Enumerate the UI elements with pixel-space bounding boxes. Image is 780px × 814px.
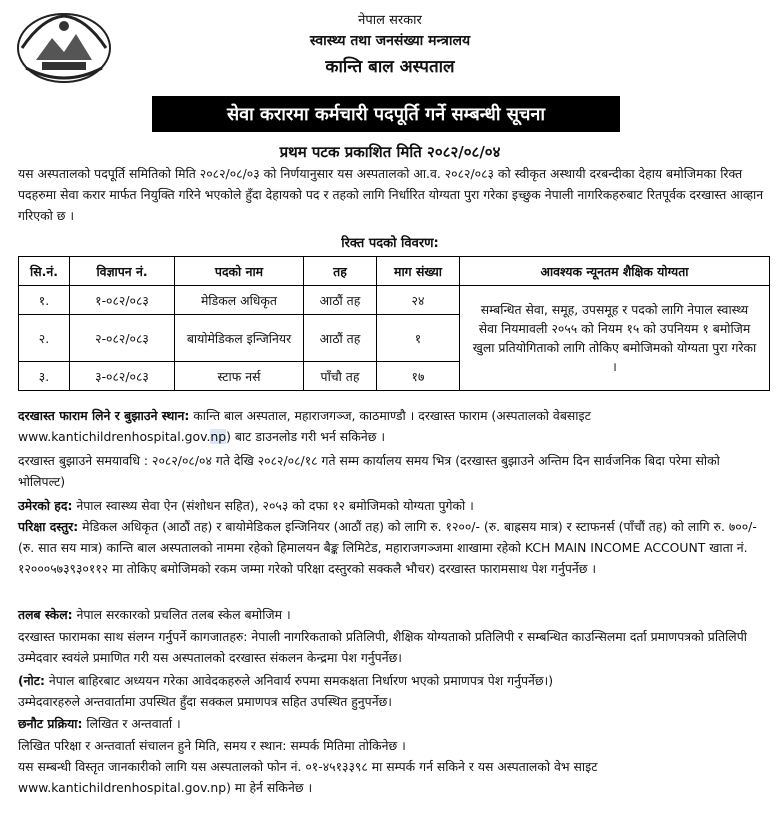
exam-schedule-text: लिखित परिक्षा र अन्तवार्ता संचालन हुने मिति, समय र स्थान: सम्पर्क मितिमा तोकिनेछ । [18,738,406,753]
table-title: रिक्त पदको विवरण: [341,236,439,251]
col-sn: सि.नं. [19,257,70,286]
fee-section [18,516,770,579]
cell-sn: २. [19,315,70,362]
table-header-row [19,257,770,286]
col-qualification: आवश्यक न्यूनतम शैक्षिक योग्यता [460,257,770,286]
fee-label: परिक्षा दस्तुर: [18,519,79,534]
fee-text: मेडिकल अधिकृत (आठौं तह) र बायोमेडिकल इन्जिनियर (आठौं तह) को लागि रु. १२००/- (रु. बाह्रसय मात्र) र स्टाफनर्स (पाँचौं तह) को लागि रु. ७००/- (रु. सात सय मात्र) कान्ति बाल अस्पतालको नाममा रहेको हिमालयन बैङ्क लिमिटेड, महाराजगञ्जमा शाखामा रहेको KCH MAIN INCOME ACCOUNT खाता नं. १२०००५७३९३०११२ मा तोकिए बमोजिमको रकम जम्मा गरेको परिक्षा दस्तुरको सक्कलै भौचर) दरखास्त फारामसाथ पेश गर्नुपर्नेछ । [18,519,757,576]
form-location-label: दरखास्त फाराम लिने र बुझाउने स्थान: [18,408,190,423]
note-section [18,670,770,691]
cell-count: २४ [377,286,460,315]
website-link[interactable]: np [210,429,227,444]
published-date: प्रथम पटक प्रकाशित मिति २०८२/०८/०४ [279,143,501,161]
cell-count: १ [377,315,460,362]
table-row [19,286,770,315]
cell-count: १७ [377,362,460,391]
notice-title: सेवा करारमा कर्मचारी पदपूर्ति गर्ने सम्बन्धी सूचना [152,96,620,132]
salary-text: नेपाल सरकारको प्रचलित तलब स्केल बमोजिम । [72,607,291,622]
cell-sn: १. [19,286,70,315]
cell-post: मेडिकल अधिकृत [175,286,304,315]
hospital-name: कान्ति बाल अस्पताल [325,57,455,77]
note-text: नेपाल बाहिरबाट अध्ययन गरेका आवेदकहरुले अनिवार्य रुपमा समकक्षता निर्धारण भएको प्रमाणपत्र पेश गर्नुपर्नेछ।) [44,673,554,688]
cell-sn: ३. [19,362,70,391]
cell-ad-no: २-०८२/०८३ [70,315,175,362]
col-level: तह [304,257,377,286]
cell-post: स्टाफ नर्स [175,362,304,391]
selection-section [18,713,770,734]
government-name: नेपाल सरकार [358,13,422,28]
cell-ad-no: ३-०८२/०८३ [70,362,175,391]
note-label: (नोट: [18,673,45,688]
selection-label: छनौट प्रक्रिया: [18,716,83,731]
form-location-text-b: ) बाट डाउनलोड गरी भर्न सकिनेछ । [226,429,386,444]
intro-paragraph: यस अस्पतालको पदपूर्ति समितिको मिति २०८२/०८/०३ को निर्णयानुसार यस अस्पतालको आ.व. २०८२/०८३ को स्वीकृत अस्थायी दरबन्दीका देहाय बमोजिमका रिक्त पदहरुमा सेवा करार मार्फत नियुक्ति गरिने भएकोले हुँदा देहायको पद र तहको लागि निर्धारित योग्यता पुरा गरेका इच्छुक नेपाली नागरिकहरुबाट रितपूर्वक दरखास्त आव्हान गरिएको छ । [18,166,764,223]
col-post: पदको नाम [175,257,304,286]
age-section [18,495,770,516]
col-count: माग संख्या [377,257,460,286]
cell-ad-no: १-०८२/०८३ [70,286,175,315]
salary-section [18,604,770,625]
form-location-section [18,405,770,447]
form-location-text-a: कान्ति बाल अस्पताल, महाराजगञ्ज, काठमाण्डौ । दरखास्त फाराम (अस्पतालको वेबसाइट www.kantichildrenhospital.gov. [18,408,591,444]
documents-text: दरखास्त फारामका साथ संलग्न गर्नुपर्ने कागजातहरु: नेपाली नागरिकताको प्रतिलिपी, शैक्षिक योग्यताको प्रतिलिपी र सम्बन्धित काउन्सिलमा दर्ता प्रमाणपत्रको प्रतिलिपी उम्मेदवार स्वयंले प्रमाणित गरी यस अस्पतालको दरखास्त संकलन केन्द्रमा पेश गर्नुपर्नेछ। [18,629,747,665]
salary-label: तलब स्केल: [18,607,73,622]
col-ad-no: विज्ञापन नं. [70,257,175,286]
cell-level: पाँचौ तह [304,362,377,391]
selection-text: लिखित र अन्तवार्ता । [82,716,181,731]
cell-qualification: सम्बन्धित सेवा, समूह, उपसमूह र पदको लागि नेपाल स्वास्थ्य सेवा नियमावली २०५५ को नियम १५ को उपनियम १ बमोजिम खुला प्रतियोगिताको लागि तोकिए बमोजिमको योग्यता पुरा गरेका । [460,286,770,391]
cell-level: आठौं तह [304,286,377,315]
contact-text: यस सम्बन्धी विस्तृत जानकारीको लागि यस अस्पतालको फोन नं. ०१-४५१३३९८ मा सम्पर्क गर्न सकिने र यस अस्पतालको वेभ साइट www.kantichildrenhospital.gov.np) मा हेर्न सकिनेछ । [18,759,598,795]
interview-text: उम्मेदवारहरुले अन्तवार्तामा उपस्थित हुँदा सक्कल प्रमाणपत्र सहित उपस्थित हुनुपर्नेछ। [18,694,392,709]
age-label: उमेरको हद: [18,498,73,513]
cell-level: आठौं तह [304,315,377,362]
ministry-name: स्वास्थ्य तथा जनसंख्या मन्त्रालय [309,33,471,49]
vacancy-table [18,256,770,391]
age-text: नेपाल स्वास्थ्य सेवा ऐन (संशोधन सहित), २०५३ को दफा १२ बमोजिमको योग्यता पुगेको । [72,498,474,513]
deadline-text: दरखास्त बुझाउने समयावधि : २०८२/०८/०४ गते देखि २०८२/०८/१८ गते सम्म कार्यालय समय भित्र (दरखास्त बुझाउने अन्तिम दिन सार्वजनिक बिदा परेमा सोको भोलिपल्ट) [18,453,720,489]
cell-post: बायोमेडिकल इन्जिनियर [175,315,304,362]
